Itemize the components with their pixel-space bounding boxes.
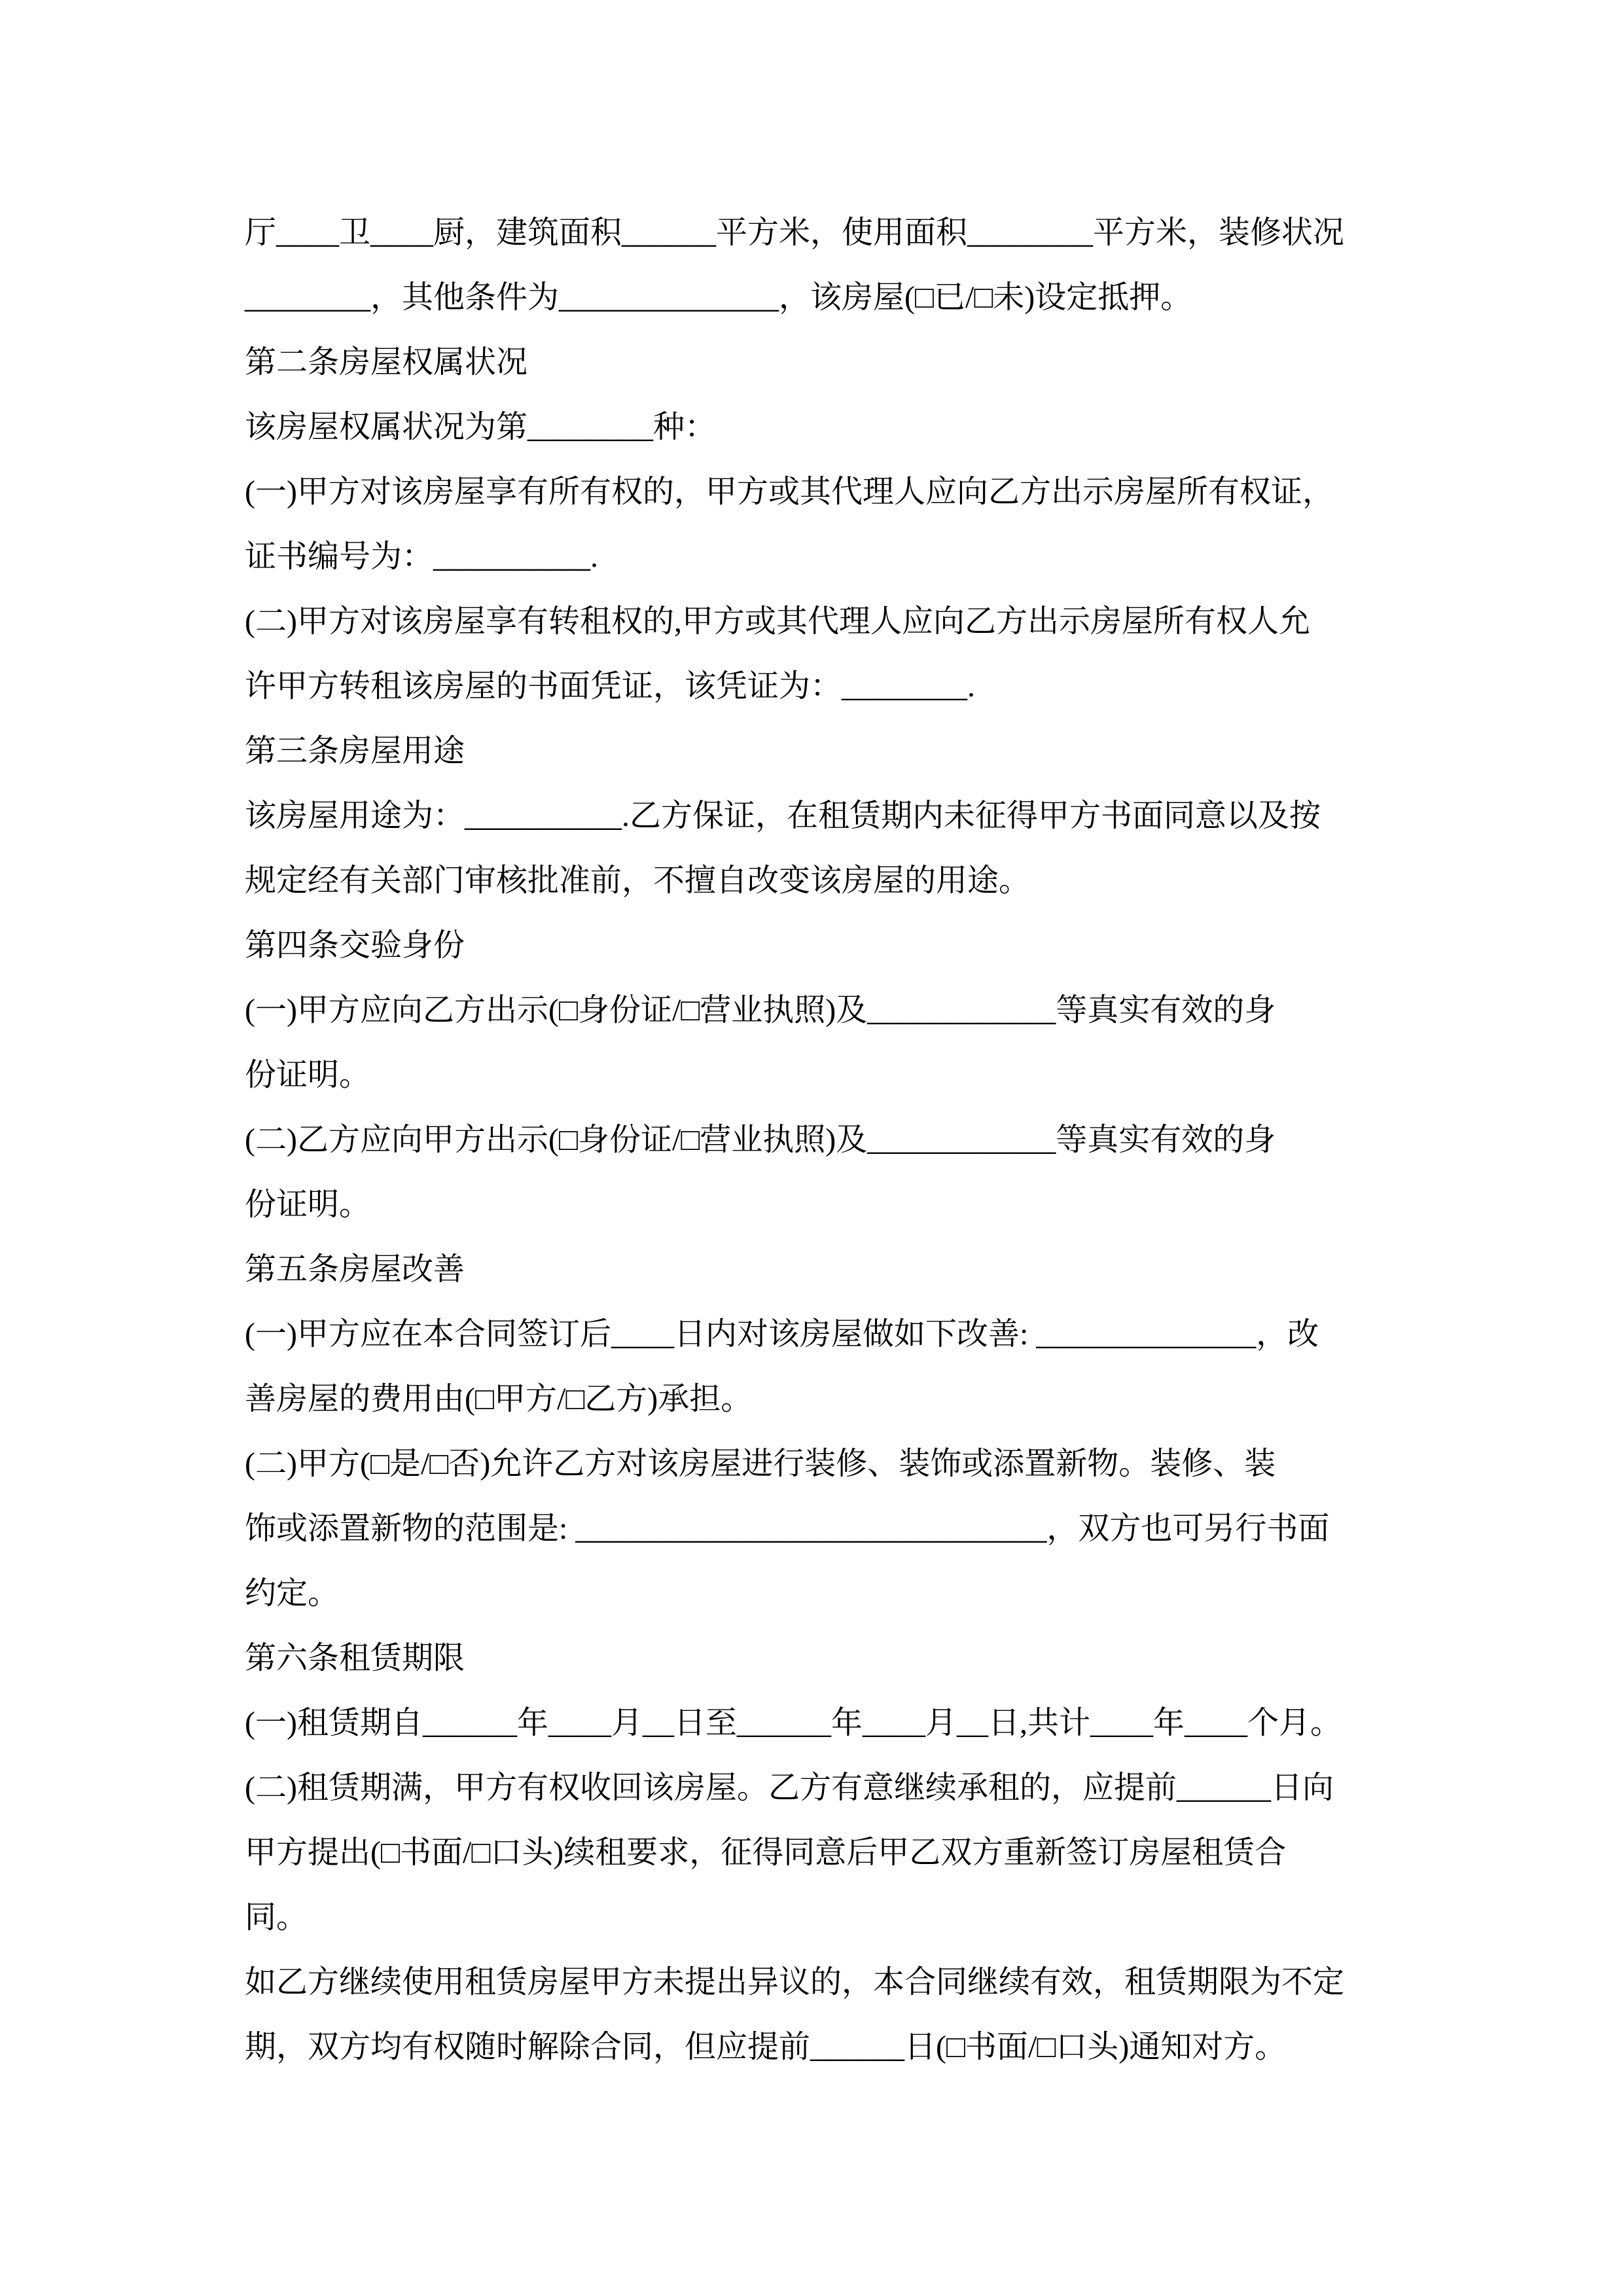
contract-line: 期，双方均有权随时解除合同，但应提前______日(□书面/□口头)通知对方。 xyxy=(245,2030,1287,2064)
contract-line: (二)租赁期满，甲方有权收回该房屋。乙方有意继续承租的，应提前______日向 xyxy=(245,1770,1334,1805)
contract-line: 饰或添置新物的范围是: ______________________________，双方也可另行书面 xyxy=(245,1511,1330,1546)
contract-line: 第六条租赁期限 xyxy=(245,1641,465,1676)
contract-line: ________，其他条件为______________，该房屋(□已/□未)设定抵押。 xyxy=(245,280,1192,315)
contract-line: (一)租赁期自______年____月__日至______年____月__日,共计____年____个月。 xyxy=(245,1706,1342,1740)
contract-line: 该房屋权属状况为第________种： xyxy=(245,410,717,444)
contract-line: (二)甲方(□是/□否)允许乙方对该房屋进行装修、装饰或添置新物。装修、装 xyxy=(245,1446,1276,1481)
contract-line: 许甲方转租该房屋的书面凭证，该凭证为：________. xyxy=(245,669,976,704)
contract-line: (二)甲方对该房屋享有转租权的,甲方或其代理人应向乙方出示房屋所有权人允 xyxy=(245,604,1310,639)
contract-line: 第二条房屋权属状况 xyxy=(245,345,528,380)
contract-line: 该房屋用途为：__________.乙方保证，在租赁期内未征得甲方书面同意以及按 xyxy=(245,798,1321,833)
contract-line: 同。 xyxy=(245,1900,308,1935)
contract-body xyxy=(245,200,1381,2079)
contract-line: 份证明。 xyxy=(245,1187,371,1222)
contract-line: 第三条房屋用途 xyxy=(245,734,465,768)
contract-line: 证书编号为：__________. xyxy=(245,539,599,574)
contract-line: (二)乙方应向甲方出示(□身份证/□营业执照)及____________等真实有效的身 xyxy=(245,1122,1276,1157)
contract-line: 如乙方继续使用租赁房屋甲方未提出异议的，本合同继续有效，租赁期限为不定 xyxy=(245,1965,1345,2000)
contract-line: 份证明。 xyxy=(245,1058,371,1092)
contract-line: (一)甲方应向乙方出示(□身份证/□营业执照)及____________等真实有效的身 xyxy=(245,993,1276,1028)
contract-line: (一)甲方应在本合同签订后____日内对该房屋做如下改善: ______________，改 xyxy=(245,1317,1319,1352)
contract-line: 规定经有关部门审核批准前，不擅自改变该房屋的用途。 xyxy=(245,863,1031,898)
contract-line: 甲方提出(□书面/□口头)续租要求，征得同意后甲乙双方重新签订房屋租赁合 xyxy=(245,1835,1287,1870)
contract-line: 厅____卫____厨，建筑面积______平方米，使用面积________平方米，装修状况 xyxy=(245,215,1345,250)
contract-line: 约定。 xyxy=(245,1576,340,1611)
contract-line: 第四条交验身份 xyxy=(245,928,465,963)
contract-line: (一)甲方对该房屋享有所有权的，甲方或其代理人应向乙方出示房屋所有权证， xyxy=(245,475,1334,509)
contract-line: 第五条房屋改善 xyxy=(245,1252,465,1287)
contract-line: 善房屋的费用由(□甲方/□乙方)承担。 xyxy=(245,1382,753,1416)
